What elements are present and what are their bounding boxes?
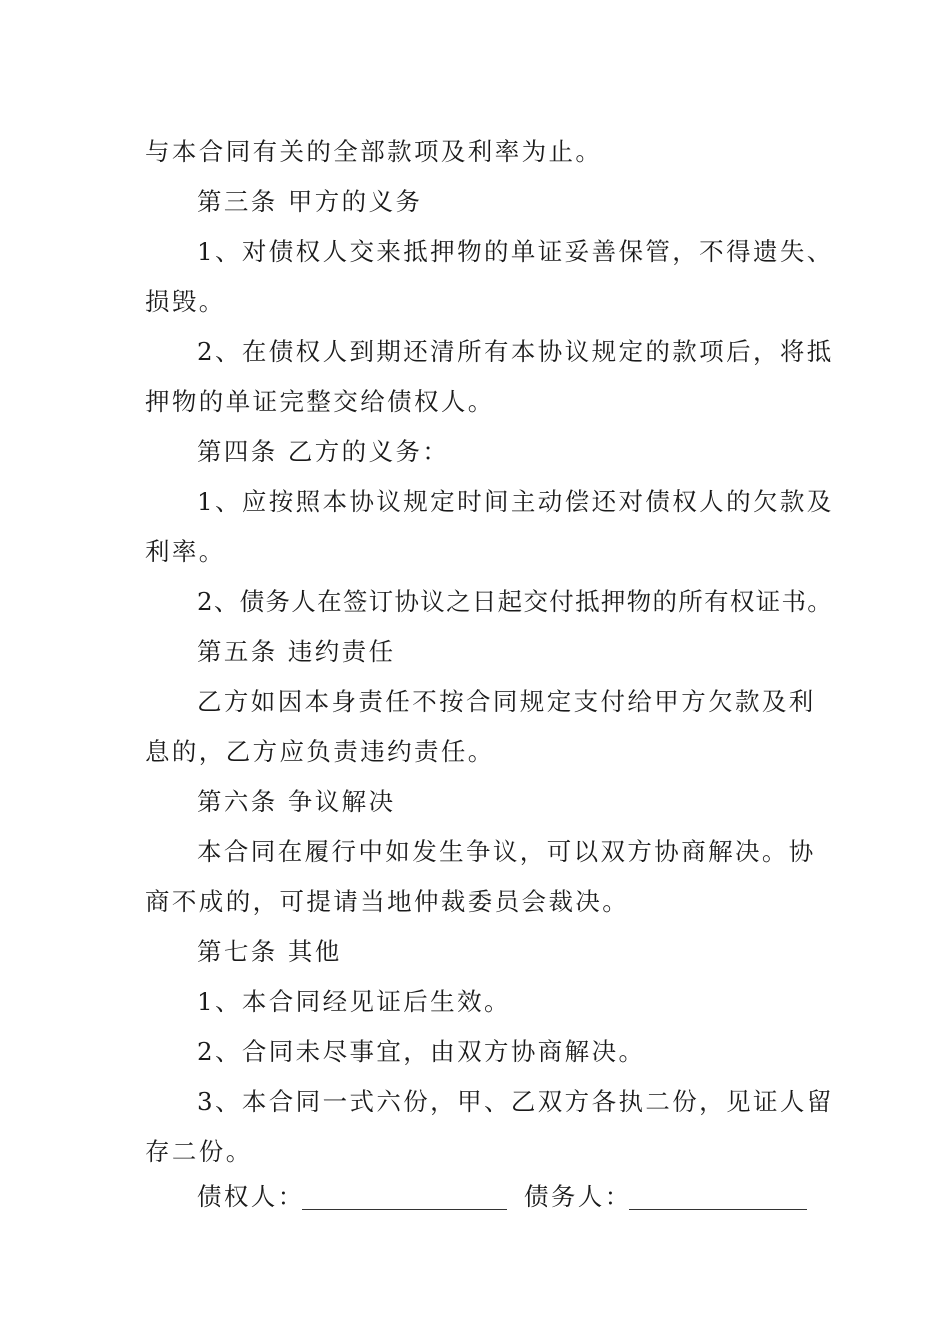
- body-text-line-continued: 息的，乙方应负责违约责任。: [145, 737, 495, 766]
- article-5-heading: 第五条 违约责任: [197, 637, 396, 666]
- article-4-heading: 第四条 乙方的义务：: [197, 437, 450, 466]
- creditor-signature-line[interactable]: [302, 1209, 507, 1210]
- clause-item-continued: 存二份。: [145, 1137, 253, 1166]
- article-7-heading: 第七条 其他: [197, 937, 342, 966]
- clause-item: 2、合同未尽事宜，由双方协商解决。: [197, 1037, 646, 1066]
- article-3-heading: 第三条 甲方的义务: [197, 187, 423, 216]
- clause-item: 1、对债权人交来抵押物的单证妥善保管，不得遗失、: [197, 237, 834, 266]
- debtor-signature-line[interactable]: [629, 1209, 807, 1210]
- signature-row: [197, 1182, 817, 1215]
- clause-item-continued: 押物的单证完整交给债权人。: [145, 387, 495, 416]
- body-text-line-continued: 商不成的，可提请当地仲裁委员会裁决。: [145, 887, 630, 916]
- body-text-line: 本合同在履行中如发生争议，可以双方协商解决。协: [197, 837, 816, 866]
- body-text-line: 乙方如因本身责任不按合同规定支付给甲方欠款及利: [197, 687, 816, 716]
- clause-item: 2、债务人在签订协议之日起交付抵押物的所有权证书。: [197, 587, 834, 616]
- clause-item: 1、应按照本协议规定时间主动偿还对债权人的欠款及: [197, 487, 834, 516]
- body-text-line: 与本合同有关的全部款项及利率为止。: [145, 137, 603, 166]
- clause-item-continued: 利率。: [145, 537, 226, 566]
- clause-item: 1、本合同经见证后生效。: [197, 987, 511, 1016]
- clause-item-continued: 损毁。: [145, 287, 226, 316]
- article-6-heading: 第六条 争议解决: [197, 787, 396, 816]
- debtor-label: 债务人：: [524, 1182, 632, 1211]
- clause-item: 2、在债权人到期还清所有本协议规定的款项后，将抵: [197, 337, 834, 366]
- creditor-label: 债权人：: [197, 1182, 305, 1211]
- clause-item: 3、本合同一式六份，甲、乙双方各执二份，见证人留: [197, 1087, 834, 1116]
